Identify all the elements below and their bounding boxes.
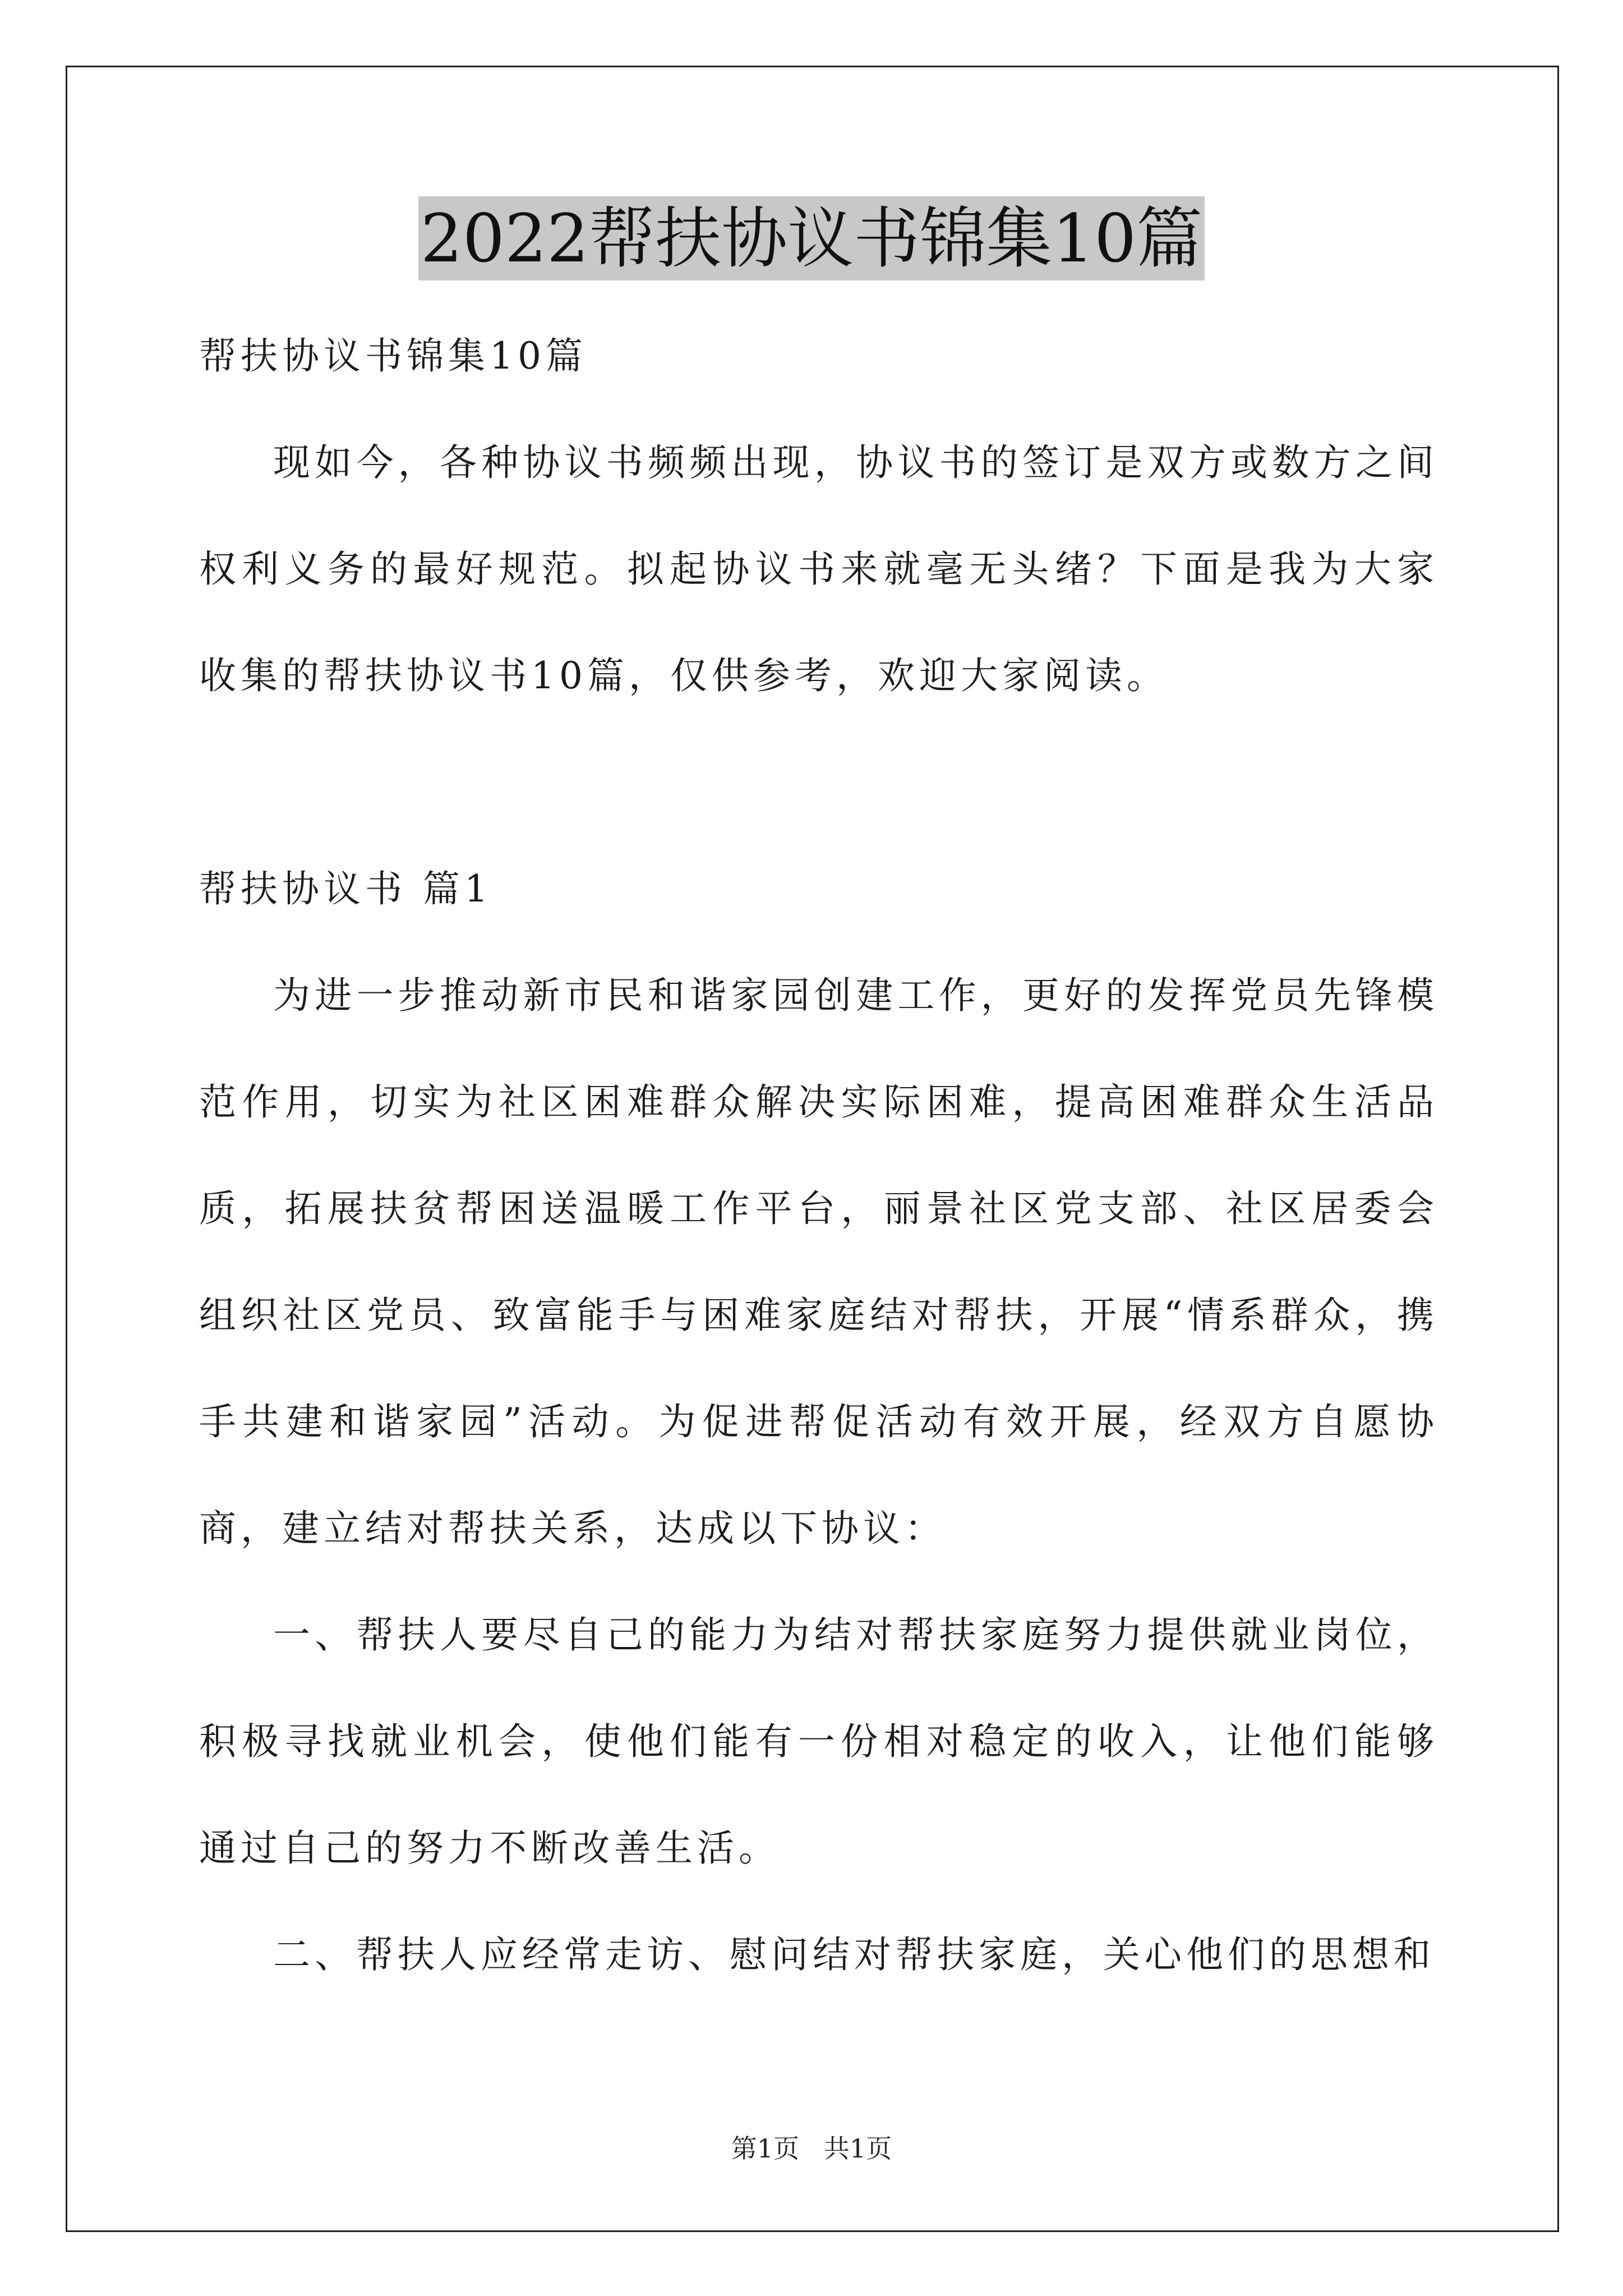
document-body: [199, 303, 1438, 2008]
title-wrap: [0, 196, 1623, 280]
document-title: 2022帮扶协议书锦集10篇: [418, 196, 1205, 280]
body-paragraph: 二、帮扶人应经常走访、慰问结对帮扶家庭，关心他们的思想和: [273, 1933, 1435, 1976]
section-heading: 帮扶协议书 篇1: [199, 867, 492, 910]
intro-paragraph: 现如今，各种协议书频频出现，协议书的签订是双方或数方之间权利义务的最好规范。拟起协议书来就毫无头绪？下面是我为大家收集的帮扶协议书10篇，仅供参考，欢迎大家阅读。: [199, 441, 1438, 697]
document-subtitle: 帮扶协议书锦集10篇: [199, 334, 587, 378]
page-footer: 第1页 共1页: [731, 2133, 892, 2164]
section-spacer: [199, 729, 1438, 836]
body-paragraph: 为进一步推动新市民和谐家园创建工作，更好的发挥党员先锋模范作用，切实为社区困难群众解决实际困难，提高困难群众生活品质，拓展扶贫帮困送温暖工作平台，丽景社区党支部、社区居委会组织社区党员、致富能手与困难家庭结对帮扶，开展“情系群众，携手共建和谐家园”活动。为促进帮促活动有效开展，经双方自愿协商，建立结对帮扶关系，达成以下协议：: [199, 974, 1438, 1550]
body-paragraph: 一、帮扶人要尽自己的能力为结对帮扶家庭努力提供就业岗位，积极寻找就业机会，使他们能有一份相对稳定的收入，让他们能够通过自己的努力不断改善生活。: [199, 1613, 1438, 1870]
